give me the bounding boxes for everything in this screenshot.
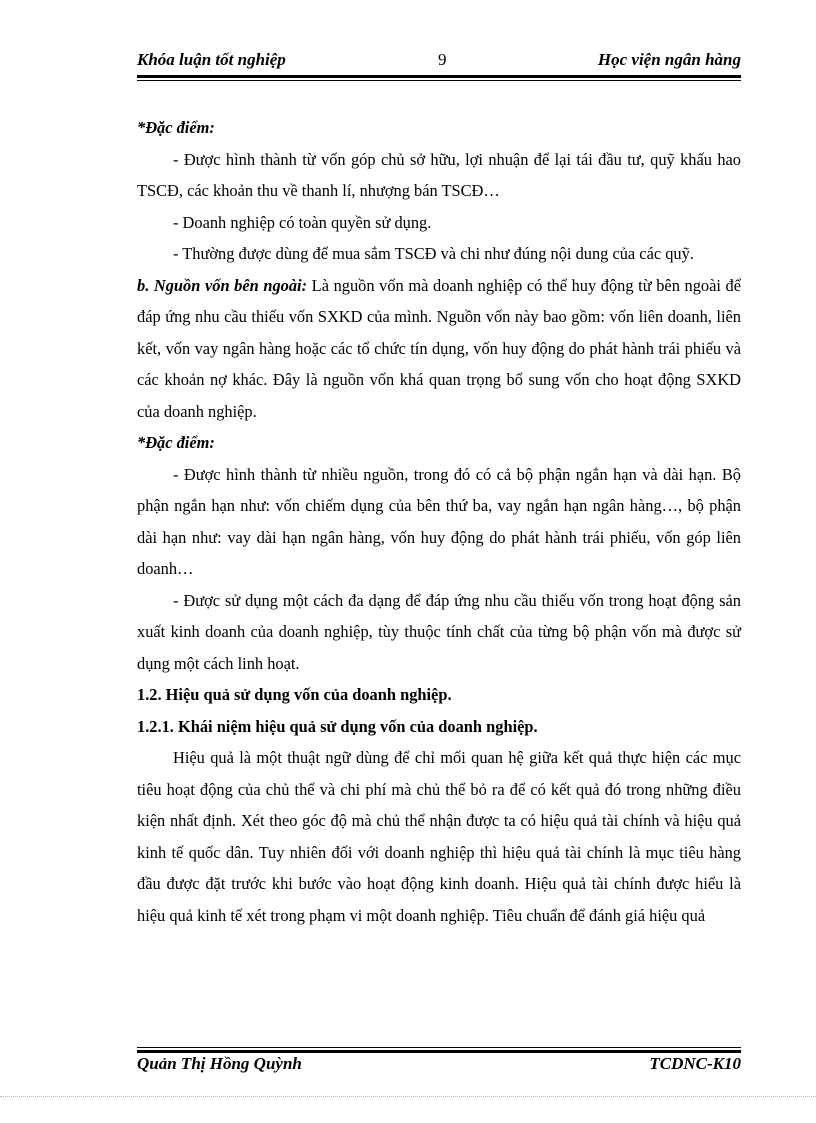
external-capital-text: Là nguồn vốn mà doanh nghiệp có thể huy động từ bên ngoài để đáp ứng nhu cầu thiếu vốn SXKD của mình. Nguồn vốn này bao gồm: vốn liên doanh, liên kết, vốn vay ngân hàng hoặc các tổ chức tín dụng, vốn huy động do phát hành trái phiếu và các khoản nợ khác. Đây là nguồn vốn khá quan trọng bổ sung vốn cho hoạt động SXKD của doanh nghiệp. — [137, 275, 741, 421]
paragraph: - Được hình thành từ nhiều nguồn, trong đó có cả bộ phận ngắn hạn và dài hạn. Bộ phận ngắn hạn như: vốn chiếm dụng của bên thứ ba, vay ngắn hạn ngân hàng…, bộ phận dài hạn như: vay dài hạn ngân hàng, vốn huy động do phát hành trái phiếu, vốn góp liên doanh… — [137, 464, 741, 578]
section-label-characteristics: *Đặc điểm: — [137, 433, 215, 452]
page-number: 9 — [438, 50, 447, 69]
paragraph: - Được sử dụng một cách đa dạng để đáp ứng nhu cầu thiếu vốn trong hoạt động sản xuất kinh doanh của doanh nghiệp, tùy thuộc tính chất của từng bộ phận vốn mà được sử dụng một cách linh hoạt. — [137, 590, 741, 673]
footer-rule-thick — [137, 1050, 741, 1053]
paragraph: - Được hình thành từ vốn góp chủ sở hữu, lợi nhuận để lại tái đầu tư, quỹ khấu hao TSCĐ, các khoản thu về thanh lí, nhượng bán TSCĐ… — [137, 149, 741, 200]
header-rule-thick — [137, 75, 741, 78]
page-footer — [137, 1054, 741, 1078]
header-rule-thin — [137, 80, 741, 81]
header-thesis-title: Khóa luận tốt nghiệp — [137, 50, 286, 69]
paragraph: Hiệu quả là một thuật ngữ dùng để chỉ mối quan hệ giữa kết quả thực hiện các mục tiêu hoạt động của chủ thể và chi phí mà chủ thể bỏ ra để có kết quả đó trong những điều kiện nhất định. Xét theo góc độ mà chủ thể nhận được ta có hiệu quả tài chính và hiệu quả kinh tế quốc dân. Tuy nhiên đối với doanh nghiệp thì hiệu quả tài chính là mục tiêu hàng đầu được đặt trước khi bước vào hoạt động kinh doanh. Hiệu quả tài chính được hiểu là hiệu quả kinh tế xét trong phạm vi một doanh nghiệp. Tiêu chuẩn để đánh giá hiệu quả — [137, 748, 741, 925]
footer-rule-thin — [137, 1047, 741, 1048]
footer-author: Quản Thị Hồng Quỳnh — [137, 1054, 302, 1073]
page-body — [137, 112, 741, 931]
section-label-characteristics: *Đặc điểm: — [137, 118, 215, 137]
subsection-heading: 1.2.1. Khái niệm hiệu quả sử dụng vốn của doanh nghiệp. — [137, 716, 538, 736]
header-institution: Học viện ngân hàng — [597, 50, 741, 69]
section-heading: 1.2. Hiệu quả sử dụng vốn của doanh nghiệp. — [137, 685, 452, 704]
external-capital-label: b. Nguồn vốn bên ngoài: — [137, 275, 308, 295]
paragraph: - Doanh nghiệp có toàn quyền sử dụng. — [173, 212, 432, 232]
paragraph: - Thường được dùng để mua sắm TSCĐ và chi như đúng nội dung của các quỹ. — [173, 244, 694, 263]
paragraph-external-capital — [137, 270, 741, 428]
page-bottom-dotted-border — [0, 1096, 816, 1098]
page-header — [137, 48, 741, 72]
footer-class-code: TCDNC-K10 — [649, 1054, 741, 1073]
